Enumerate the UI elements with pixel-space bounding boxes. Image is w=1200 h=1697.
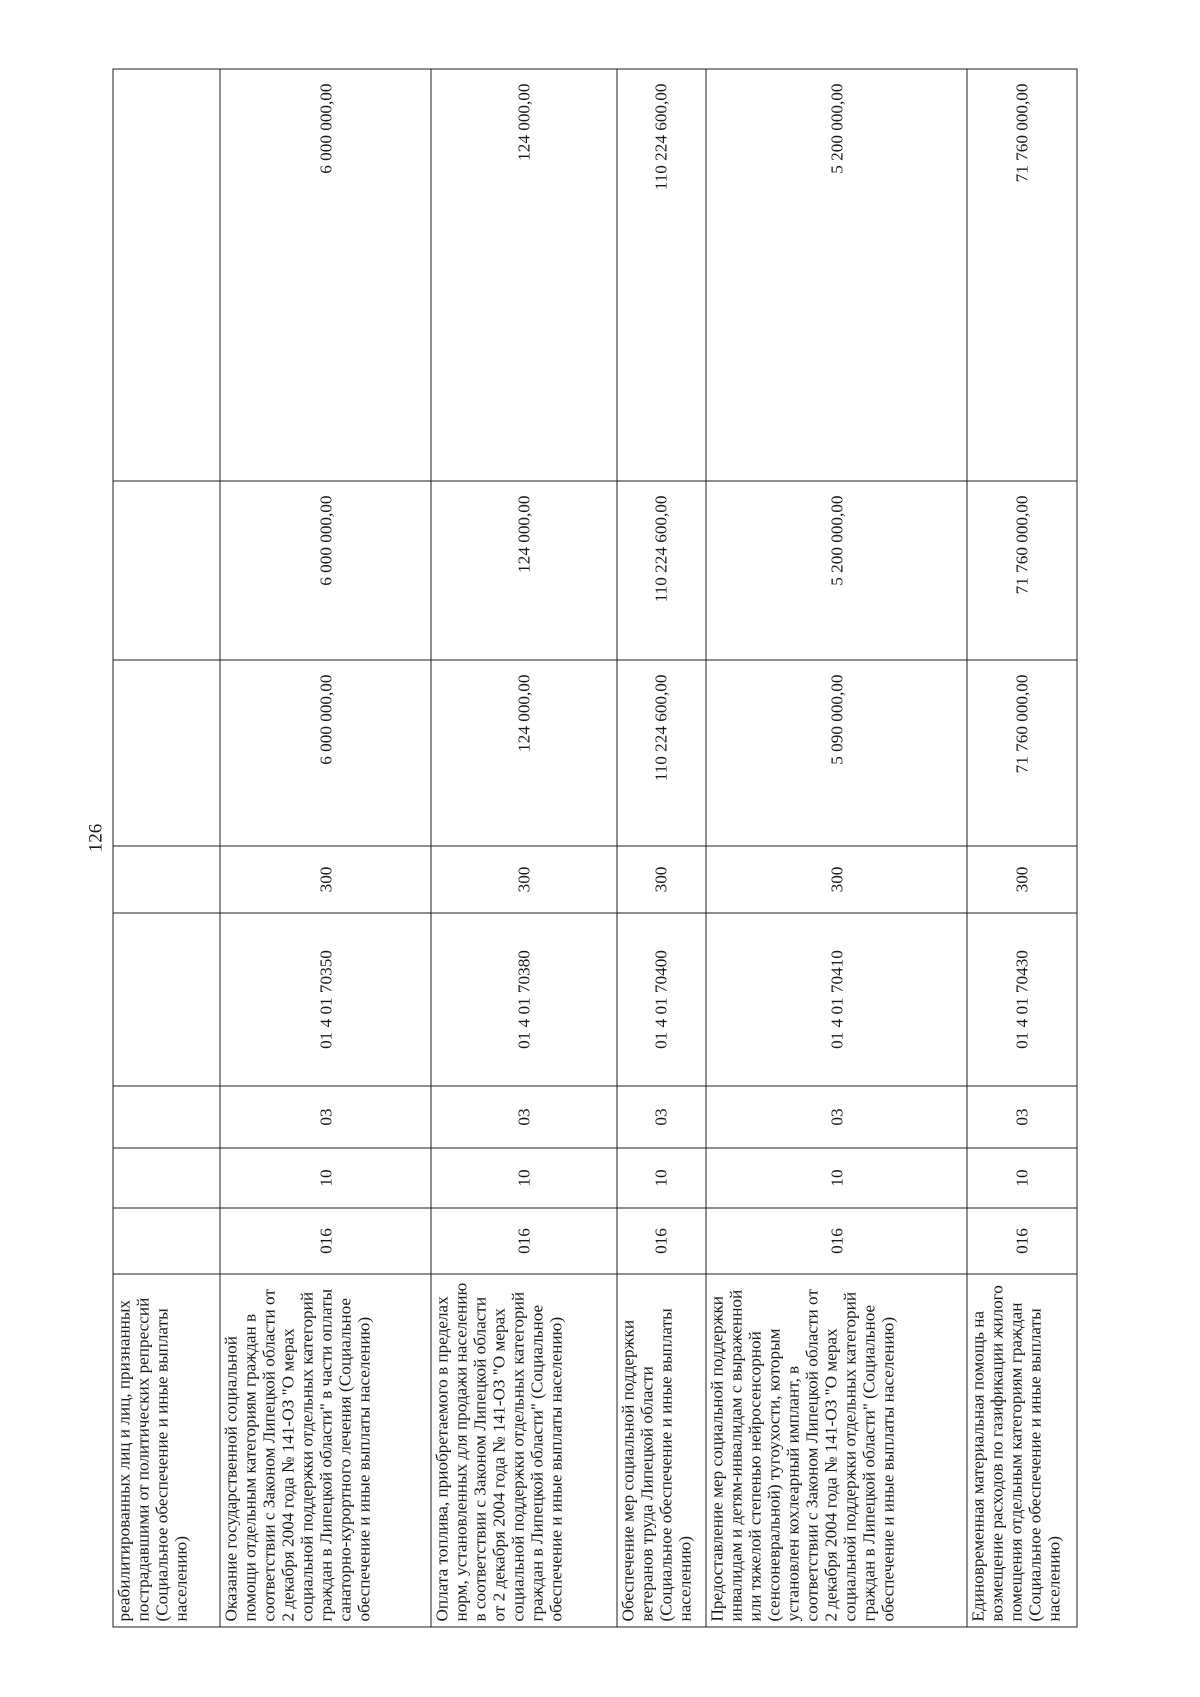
amount-year-3: 5 200 000,00: [706, 69, 967, 481]
amount-year-1: 110 224 600,00: [617, 660, 706, 846]
expense-type-code: 300: [220, 846, 431, 913]
amount-year-2: 124 000,00: [431, 481, 617, 660]
subsection-code: [113, 1086, 220, 1148]
ministry-code: 016: [706, 1208, 967, 1274]
target-article-code: 01 4 01 70350: [220, 913, 431, 1086]
expense-type-code: [113, 846, 220, 913]
amount-year-1: 124 000,00: [431, 660, 617, 846]
section-code: 10: [967, 1148, 1077, 1208]
amount-year-3: 6 000 000,00: [220, 69, 431, 481]
amount-year-2: [113, 481, 220, 660]
expense-description: Обеспечение мер социальной поддержки ветеранов труда Липецкой области (Социальное обеспечение и иные выплаты населению): [617, 1274, 706, 1627]
ministry-code: 016: [617, 1208, 706, 1274]
amount-year-2: 6 000 000,00: [220, 481, 431, 660]
expense-type-code: 300: [706, 846, 967, 913]
subsection-code: 03: [431, 1086, 617, 1148]
target-article-code: 01 4 01 70400: [617, 913, 706, 1086]
table-row: [431, 69, 617, 1627]
subsection-code: 03: [706, 1086, 967, 1148]
amount-year-1: 6 000 000,00: [220, 660, 431, 846]
amount-year-2: 71 760 000,00: [967, 481, 1077, 660]
expense-type-code: 300: [431, 846, 617, 913]
amount-year-3: [113, 69, 220, 481]
ministry-code: 016: [431, 1208, 617, 1274]
expense-type-code: 300: [617, 846, 706, 913]
section-code: 10: [617, 1148, 706, 1208]
expense-description: Оплата топлива, приобретаемого в пределах норм, установленных для продажи населению в соответствии с Законом Липецкой области от 2 декабря 2004 года № 141-ОЗ "О мерах социальной поддержки отдельных категорий граждан в Липецкой области" (Социальное обеспечение и иные выплаты населению): [431, 1274, 617, 1627]
table-row: [617, 69, 706, 1627]
target-article-code: 01 4 01 70380: [431, 913, 617, 1086]
amount-year-1: [113, 660, 220, 846]
section-code: 10: [706, 1148, 967, 1208]
page-number-text: 126: [85, 823, 106, 853]
rotated-table-container: [113, 70, 1078, 1628]
table-row: [220, 69, 431, 1627]
table-row: [967, 69, 1077, 1627]
amount-year-1: 71 760 000,00: [967, 660, 1077, 846]
amount-year-3: 124 000,00: [431, 69, 617, 481]
expense-description: реабилитированных лиц и лиц, признанных пострадавшими от политических репрессий (Социальное обеспечение и иные выплаты населению): [113, 1274, 220, 1627]
amount-year-2: 5 200 000,00: [706, 481, 967, 660]
ministry-code: 016: [967, 1208, 1077, 1274]
subsection-code: 03: [220, 1086, 431, 1148]
ministry-code: [113, 1208, 220, 1274]
section-code: [113, 1148, 220, 1208]
budget-table: [113, 69, 1078, 1628]
expense-description: Предоставление мер социальной поддержки инвалидам и детям-инвалидам с выраженной или тяжелой степенью нейросенсорной (сенсоневральной) тугоухости, которым установлен кохлеарный имплант, в соответствии с Законом Липецкой области от 2 декабря 2004 года № 141-ОЗ "О мерах социальной поддержки отдельных категорий граждан в Липецкой области" (Социальное обеспечение и иные выплаты населению): [706, 1274, 967, 1627]
table-row: [706, 69, 967, 1627]
subsection-code: 03: [967, 1086, 1077, 1148]
expense-description: Единовременная материальная помощь на возмещение расходов по газификации жилого помещения отдельным категориям граждан (Социальное обеспечение и иные выплаты населению): [967, 1274, 1077, 1627]
target-article-code: 01 4 01 70430: [967, 913, 1077, 1086]
section-code: 10: [220, 1148, 431, 1208]
table-row: [113, 69, 220, 1627]
page-number: [82, 818, 110, 858]
ministry-code: 016: [220, 1208, 431, 1274]
target-article-code: [113, 913, 220, 1086]
amount-year-2: 110 224 600,00: [617, 481, 706, 660]
subsection-code: 03: [617, 1086, 706, 1148]
expense-type-code: 300: [967, 846, 1077, 913]
amount-year-3: 71 760 000,00: [967, 69, 1077, 481]
expense-description: Оказание государственной социальной помощи отдельным категориям граждан в соответствии с Законом Липецкой области от 2 декабря 2004 года № 141-ОЗ "О мерах социальной поддержки отдельных категорий граждан в Липецкой области" в части оплаты санаторно-курортного лечения (Социальное обеспечение и иные выплаты населению): [220, 1274, 431, 1627]
target-article-code: 01 4 01 70410: [706, 913, 967, 1086]
amount-year-3: 110 224 600,00: [617, 69, 706, 481]
amount-year-1: 5 090 000,00: [706, 660, 967, 846]
section-code: 10: [431, 1148, 617, 1208]
